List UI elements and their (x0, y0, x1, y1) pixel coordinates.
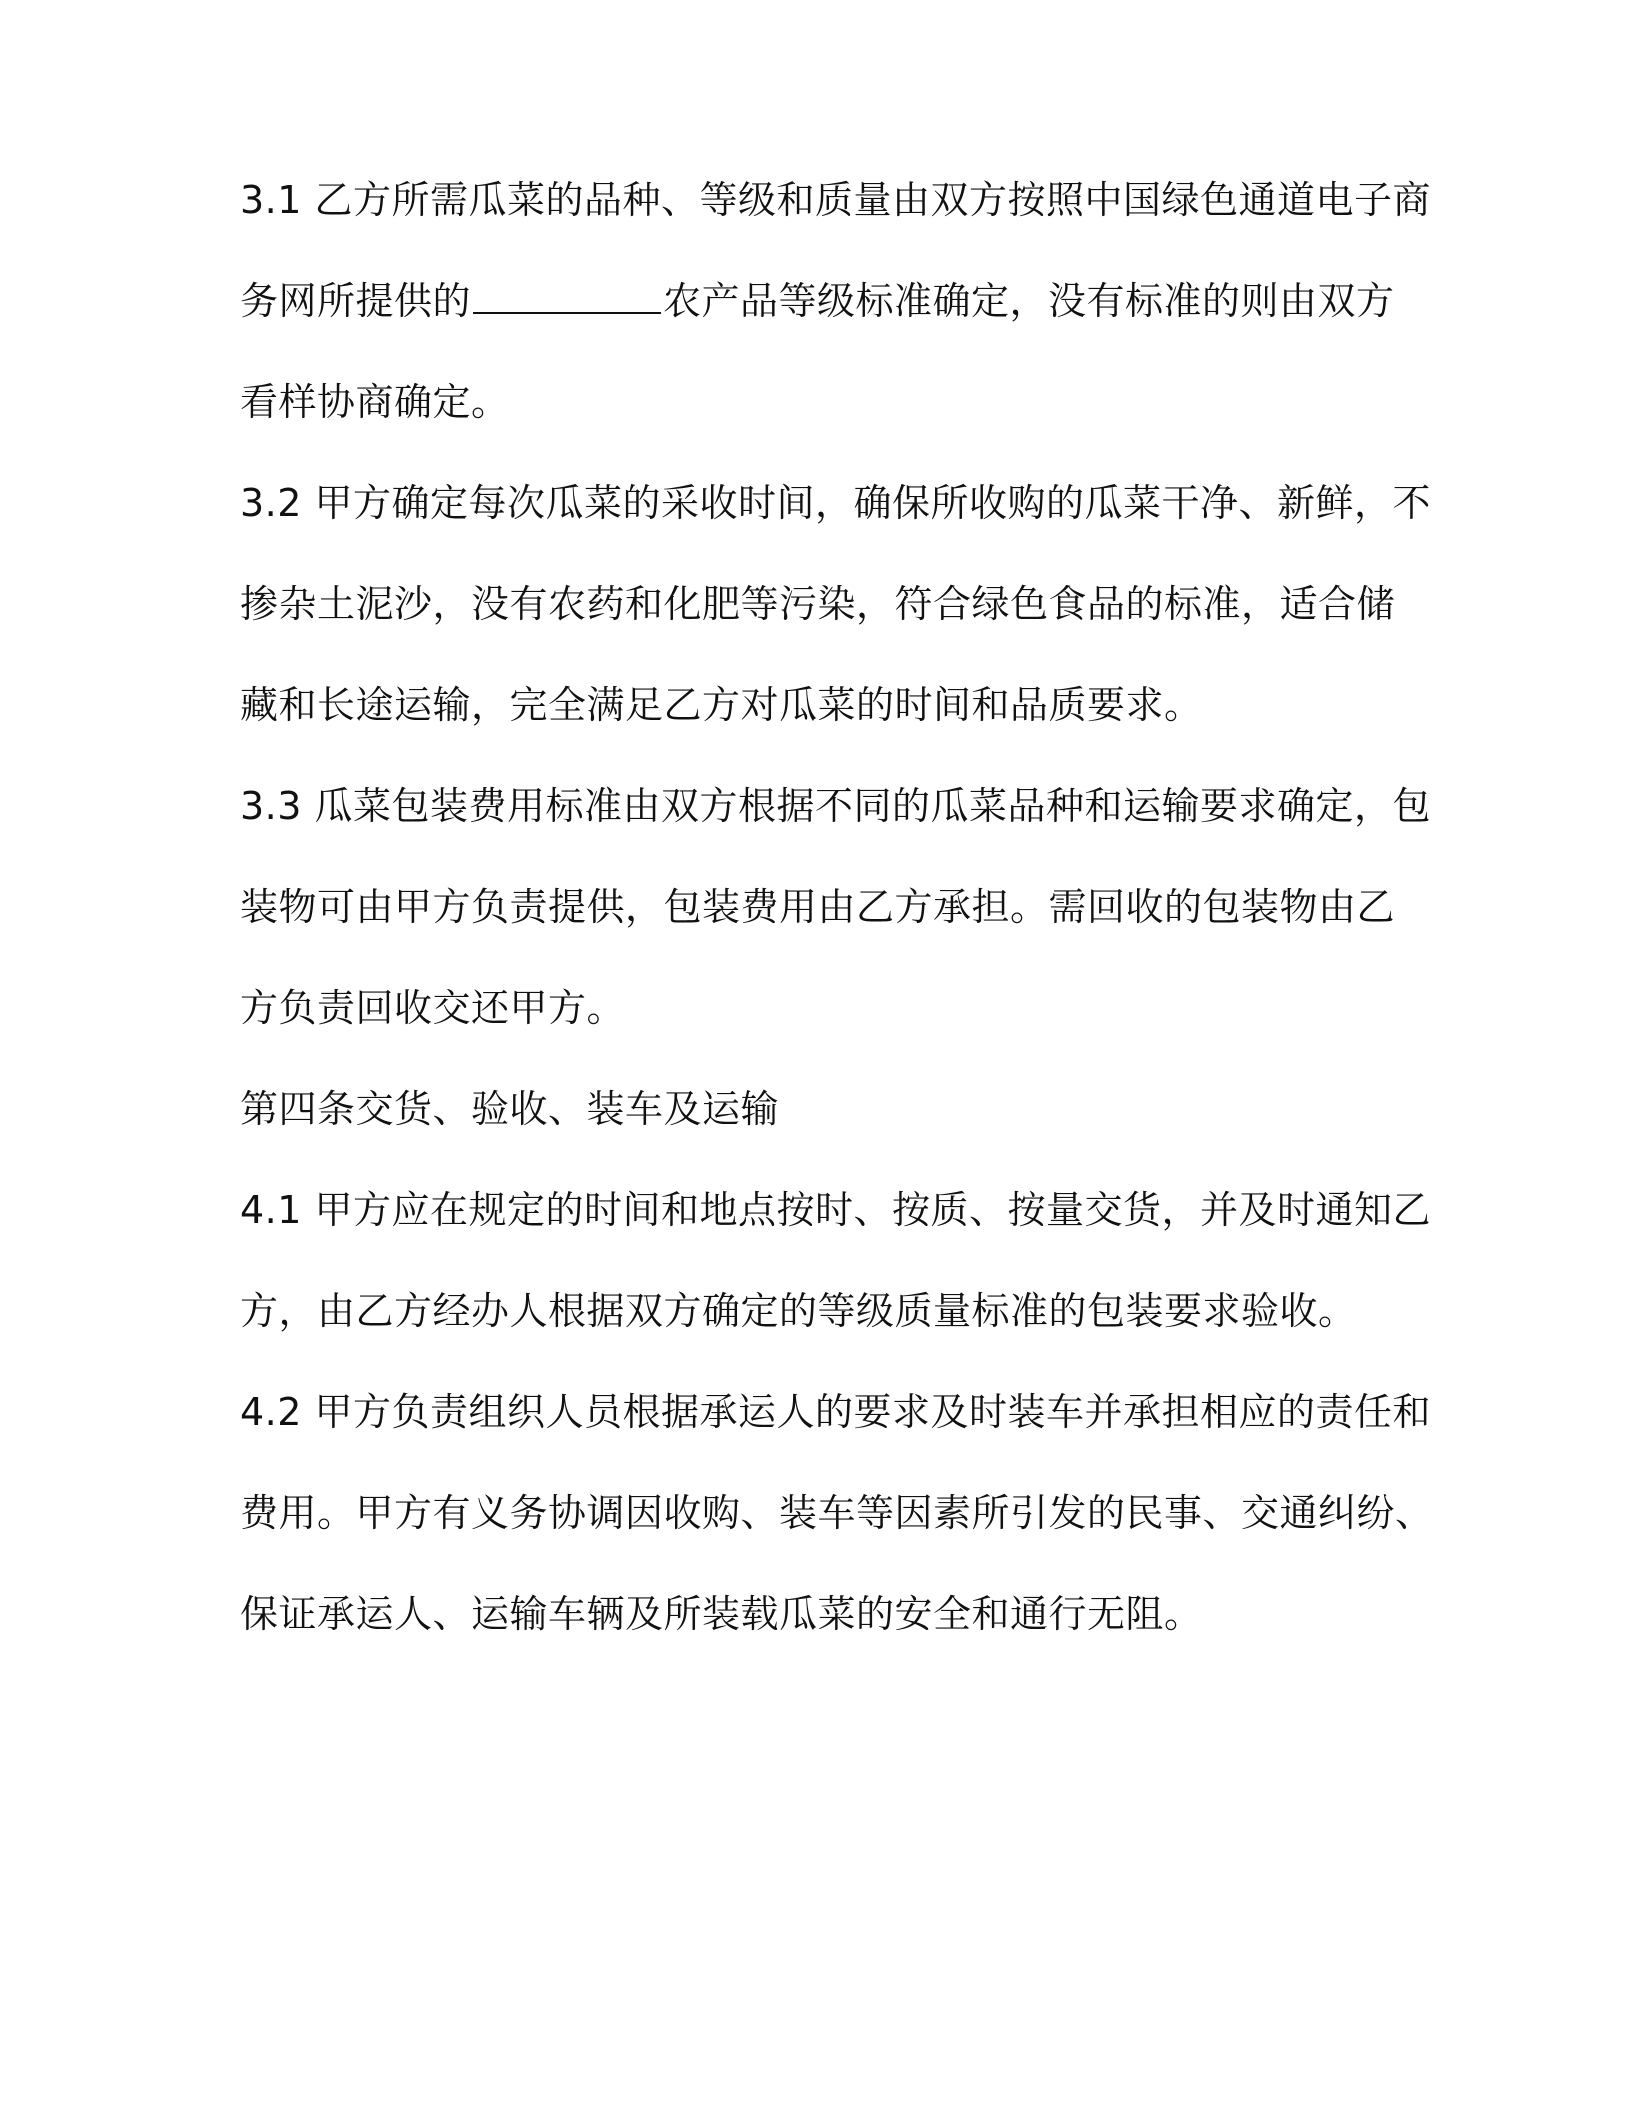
clause-3-1 (240, 150, 1432, 453)
text-line: 方，由乙方经办人根据双方确定的等级质量标准的包装要求验收。 (240, 1289, 1357, 1333)
text-line: 费用。甲方有义务协调因收购、装车等因素所引发的民事、交通纠纷、 (240, 1491, 1434, 1535)
clause-3-2 (240, 453, 1432, 756)
text-line: 掺杂土泥沙，没有农药和化肥等污染，符合绿色食品的标准，适合储 (240, 582, 1396, 626)
text-fragment: 务网所提供的 (240, 279, 472, 323)
text-fragment: 农产品等级标准确定，没有标准的则由双方 (663, 279, 1395, 323)
clause-4-2 (240, 1362, 1434, 1665)
text-line: 方负责回收交还甲方。 (240, 986, 626, 1030)
text-line: 装物可由甲方负责提供，包装费用由乙方承担。需回收的包装物由乙 (240, 885, 1396, 929)
clause-4-1 (240, 1160, 1432, 1362)
text-line: 3.3 瓜菜包装费用标准由双方根据不同的瓜菜品种和运输要求确定，包 (240, 784, 1432, 828)
text-line: 4.2 甲方负责组织人员根据承运人的要求及时装车并承担相应的责任和 (240, 1390, 1432, 1434)
text-line: 4.1 甲方应在规定的时间和地点按时、按质、按量交货，并及时通知乙 (240, 1188, 1432, 1232)
article-4-heading: 第四条交货、验收、装车及运输 (240, 1087, 780, 1131)
fill-in-blank (473, 282, 661, 314)
text-line: 保证承运人、运输车辆及所装载瓜菜的安全和通行无阻。 (240, 1592, 1203, 1636)
clause-3-3 (240, 756, 1432, 1059)
text-line: 3.1 乙方所需瓜菜的品种、等级和质量由双方按照中国绿色通道电子商 (240, 178, 1432, 222)
text-line (240, 251, 1400, 352)
text-line: 3.2 甲方确定每次瓜菜的采收时间，确保所收购的瓜菜干净、新鲜，不 (240, 481, 1432, 525)
text-line: 藏和长途运输，完全满足乙方对瓜菜的时间和品质要求。 (240, 683, 1203, 727)
text-line: 看样协商确定。 (240, 380, 510, 424)
document-body (240, 150, 1434, 1665)
